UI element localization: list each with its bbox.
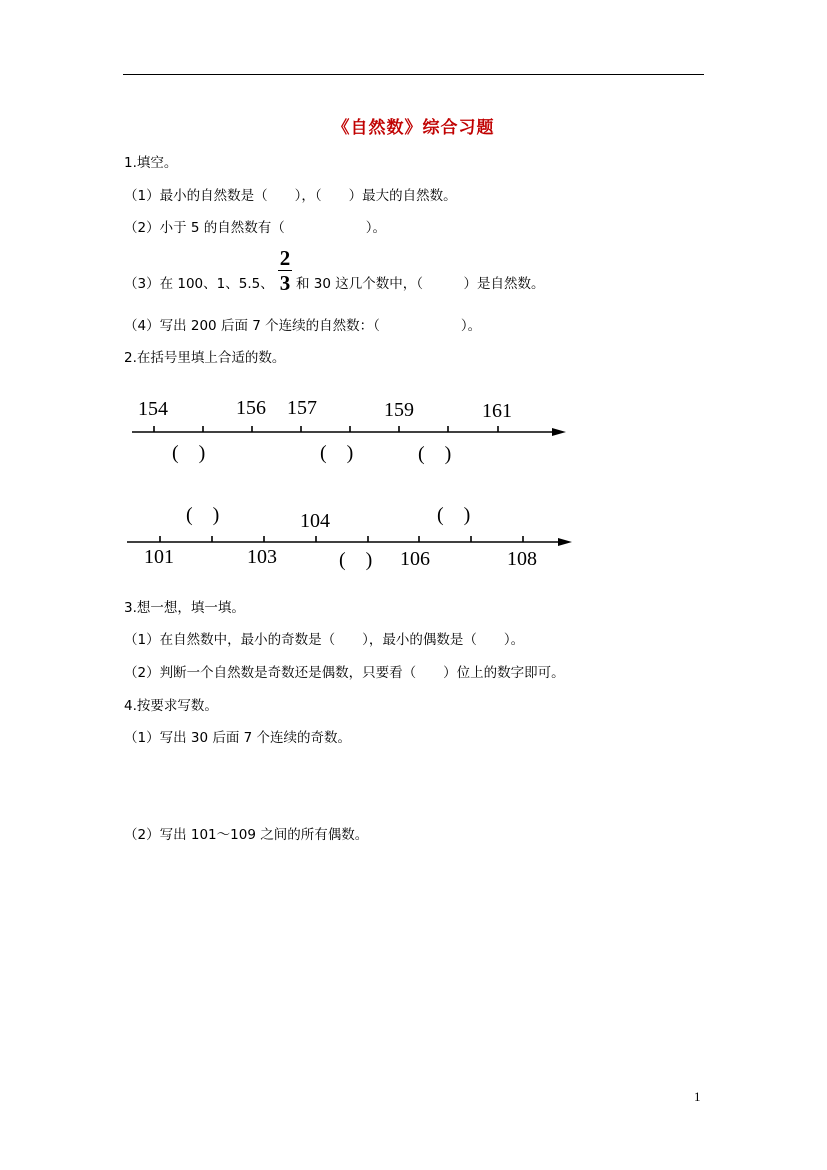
answer-blank: ( ) — [186, 504, 220, 526]
tick-label: 159 — [384, 399, 414, 421]
tick-label: 101 — [144, 546, 174, 568]
q1-heading: 1.填空。 — [124, 155, 178, 171]
axis-arrow-2 — [558, 538, 572, 546]
answer-blank: ( ) — [172, 442, 206, 464]
q2-heading: 2.在括号里填上合适的数。 — [124, 350, 286, 366]
q4-sub2: （2）写出 101～109 之间的所有偶数。 — [124, 827, 369, 843]
tick-label: 154 — [138, 398, 168, 420]
tick-label: 157 — [287, 397, 317, 419]
ticks-1 — [154, 426, 498, 432]
q1-sub4: （4）写出 200 后面 7 个连续的自然数：（ ）。 — [124, 318, 482, 334]
answer-blank: ( ) — [320, 442, 354, 464]
axis-arrow-1 — [552, 428, 566, 436]
tick-label: 156 — [236, 397, 266, 419]
q3-sub2: （2）判断一个自然数是奇数还是偶数，只要看（ ）位上的数字即可。 — [124, 665, 565, 681]
q4-heading: 4.按要求写数。 — [124, 698, 218, 714]
fraction-numerator: 2 — [279, 246, 291, 270]
q1-sub3-before: （3）在 100、1、5.5、 — [124, 276, 274, 292]
tick-label: 161 — [482, 400, 512, 422]
number-line-2 — [127, 504, 572, 571]
q4-sub1: （1）写出 30 后面 7 个连续的奇数。 — [124, 730, 352, 746]
page-number: 1 — [694, 1089, 701, 1104]
answer-blank: ( ) — [437, 504, 471, 526]
tick-label: 106 — [400, 548, 430, 570]
q3-sub1: （1）在自然数中，最小的奇数是（ ），最小的偶数是（ ）。 — [124, 632, 525, 648]
q1-sub1: （1）最小的自然数是（ ），（ ）最大的自然数。 — [124, 188, 457, 204]
number-line-1 — [132, 397, 566, 465]
page-title: 《自然数》综合习题 — [332, 118, 495, 138]
answer-blank: ( ) — [339, 549, 373, 571]
tick-label: 104 — [300, 510, 330, 532]
fraction-denominator: 3 — [279, 271, 291, 295]
q3-heading: 3.想一想，填一填。 — [124, 600, 245, 616]
tick-label: 108 — [507, 548, 537, 570]
ticks-2 — [160, 536, 523, 542]
answer-blank: ( ) — [418, 443, 452, 465]
q1-sub2: （2）小于 5 的自然数有（ ）。 — [124, 220, 387, 236]
tick-label: 103 — [247, 546, 277, 568]
q1-sub3-after: 和 30 这几个数中，（ ）是自然数。 — [296, 276, 545, 292]
